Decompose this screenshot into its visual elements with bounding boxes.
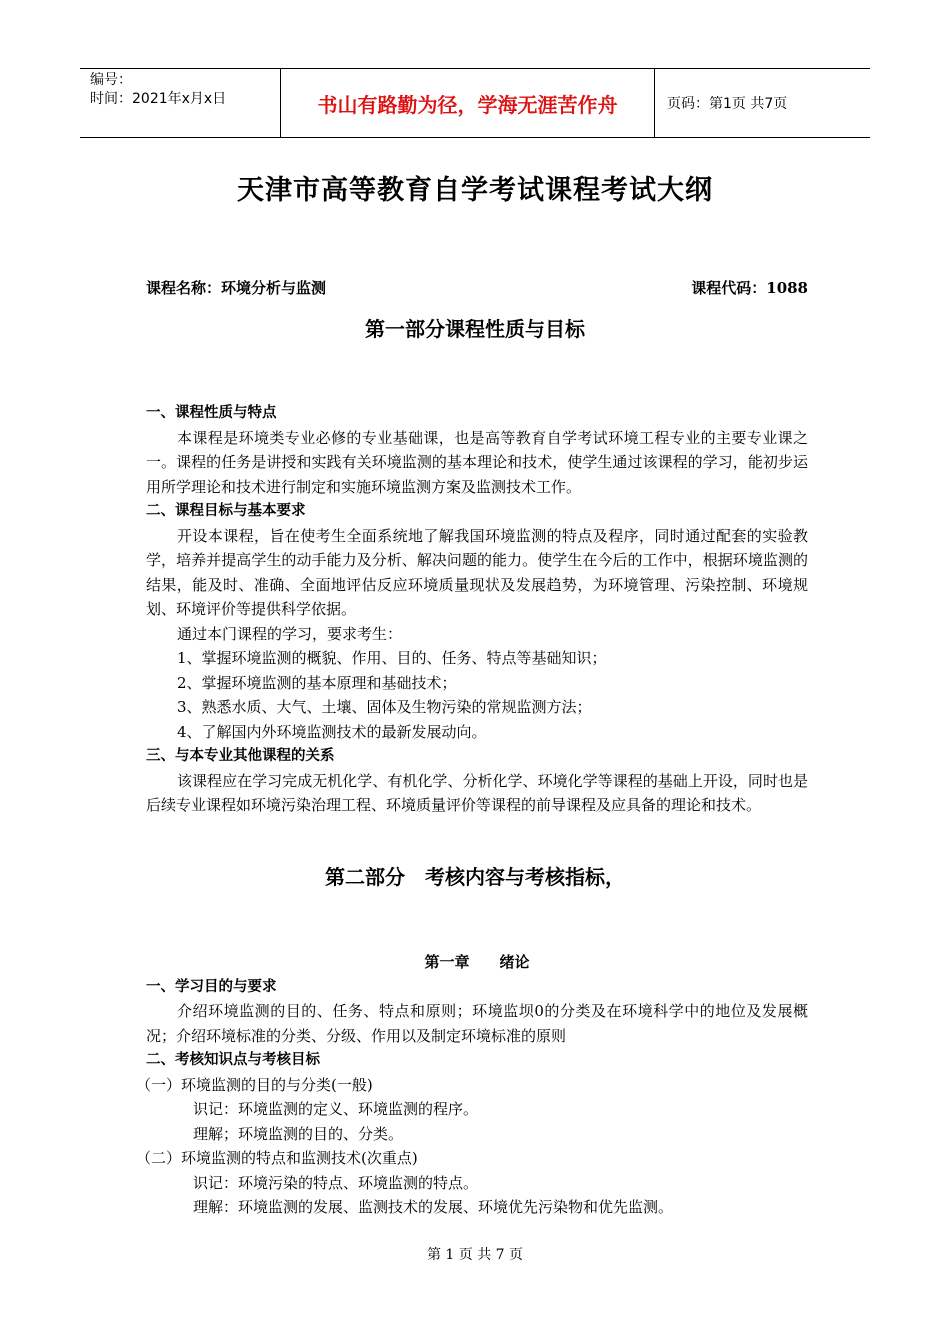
- page-footer: 第 1 页 共 7 页: [426, 1247, 524, 1263]
- part1-title: 第一部分课程性质与目标: [365, 317, 585, 341]
- part2-body: [136, 950, 808, 1220]
- page-code: 页码：第1页 共7页: [667, 96, 788, 112]
- list-item: 识记：环境监测的定义、环境监测的程序。: [193, 1100, 479, 1118]
- motto: 书山有路勤为径，学海无涯苦作舟: [281, 69, 655, 137]
- list-item: 3、熟悉水质、大气、土壤、固体及生物污染的常规监测方法；: [177, 698, 592, 716]
- section2-intro: 通过本门课程的学习，要求考生：: [177, 624, 403, 643]
- part2-title: 第二部分 考核内容与考核指标，: [325, 865, 625, 889]
- number-label: 编号：: [90, 72, 132, 88]
- subsection2-title: （二）环境监测的特点和监测技术(次重点): [136, 1149, 418, 1167]
- subsection1-title: （一）环境监测的目的与分类(一般): [136, 1075, 373, 1094]
- course-info: [146, 277, 808, 298]
- header-table: [80, 68, 870, 138]
- list-item: 理解：环境监测的发展、监测技术的发展、环境优先污染物和优先监测。: [193, 1198, 674, 1216]
- section3-heading: 三、与本专业其他课程的关系: [146, 748, 335, 764]
- course-name: 课程名称：环境分析与监测: [146, 279, 327, 297]
- section2-paragraph: 开设本课程，旨在使考生全面系统地了解我国环境监测的特点及程序，同时通过配套的实验教学，培养并提高学生的动手能力及分析、解决问题的能力。使学生在今后的工作中，根据环境监测的结果，能及时、准确、全面地评估反应环境质量现状及发展趋势，为环境管理、污染控制、环境规划、环境评价等提供科学依据。: [146, 526, 808, 618]
- list-item: 理解；环境监测的目的、分类。: [193, 1124, 404, 1143]
- chapter-section2-heading: 二、考核知识点与考核目标: [146, 1052, 320, 1068]
- list-item: 4、了解国内外环境监测技术的最新发展动向。: [177, 722, 487, 741]
- section1-heading: 一、课程性质与特点: [146, 405, 277, 421]
- chapter-title: 第一章 绪论: [424, 953, 530, 971]
- time-label: 时间：2021年x月x日: [90, 91, 227, 107]
- section2-heading: 二、课程目标与基本要求: [146, 503, 306, 519]
- header-meta: [80, 69, 281, 137]
- list-item: 2、掌握环境监测的基本原理和基础技术；: [177, 673, 457, 692]
- section3-paragraph: 该课程应在学习完成无机化学、有机化学、分析化学、环境化学等课程的基础上开设，同时也是后续专业课程如环境污染治理工程、环境质量评价等课程的前导课程及应具备的理论和技术。: [146, 771, 808, 814]
- chapter-section1-paragraph: 介绍环境监测的目的、任务、特点和原则；环境监坝0的分类及在环境科学中的地位及发展概况；介绍环境标准的分类、分级、作用以及制定环境标准的原则: [146, 1002, 808, 1045]
- chapter-section1-heading: 一、学习目的与要求: [146, 978, 277, 995]
- section1-paragraph: 本课程是环境类专业必修的专业基础课，也是高等教育自学考试环境工程专业的主要专业课之一。课程的任务是讲授和实践有关环境监测的基本理论和技术，使学生通过该课程的学习，能初步运用所学理论和技术进行制定和实施环境监测方案及监测技术工作。: [146, 428, 808, 496]
- document-title: 天津市高等教育自学考试课程考试大纲: [237, 175, 713, 206]
- list-item: 识记：环境污染的特点、环境监测的特点。: [193, 1173, 479, 1192]
- course-code: 课程代码：1088: [691, 279, 808, 297]
- part1-body: [146, 401, 808, 818]
- list-item: 1、掌握环境监测的概貌、作用、目的、任务、特点等基础知识；: [177, 649, 607, 667]
